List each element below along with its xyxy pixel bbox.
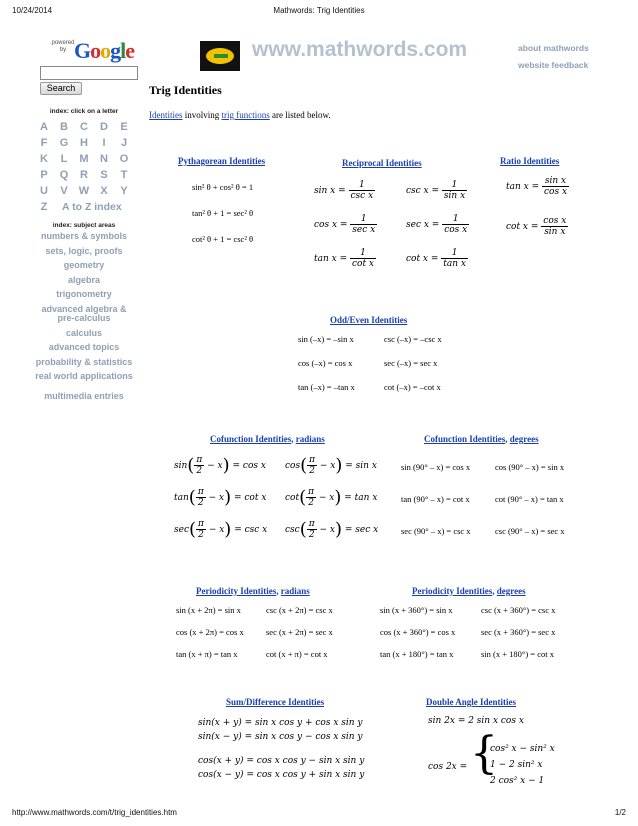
sum-difference-title[interactable]: Sum/Difference Identities	[226, 697, 325, 707]
cofunction-deg-line: cot (90° – x) = tan x	[495, 494, 564, 504]
subject-link[interactable]: advanced topics	[48, 342, 120, 352]
letter-link[interactable]: Q	[59, 169, 69, 181]
sidebar	[34, 36, 135, 401]
odd-even-line: cos (–x) = cos x	[298, 358, 353, 368]
subject-link[interactable]: sets, logic, proofs	[45, 245, 123, 256]
reciprocal-tan: tan x = $\frac{1}{\text{cot x}}$	[314, 248, 375, 269]
letter-link[interactable]: M	[79, 153, 89, 165]
odd-even-title[interactable]: Odd/Even Identities	[330, 315, 408, 325]
reciprocal-csc: csc x = $\frac{1}{\text{sin x}}$	[406, 180, 466, 201]
site-title[interactable]: www.mathwords.com	[252, 38, 468, 61]
cofunction-deg-line: sec (90° – x) = csc x	[401, 526, 471, 536]
periodicity-deg-line: tan (x + 180°) = tan x	[380, 649, 454, 659]
letter-index	[34, 121, 134, 217]
subject-link[interactable]: numbers & symbols	[40, 231, 128, 241]
reciprocal-sec: sec x = $\frac{1}{\text{cos x}}$	[406, 214, 468, 235]
periodicity-deg-line: csc (x + 360°) = csc x	[481, 605, 556, 615]
periodicity-rad-line: sec (x + 2π) = sec x	[266, 627, 333, 637]
letter-link[interactable]: P	[40, 169, 48, 181]
odd-even-line: csc (–x) = –csc x	[384, 334, 442, 344]
periodicity-rad-line: sin (x + 2π) = sin x	[176, 605, 241, 615]
letter-link[interactable]: U	[40, 185, 48, 197]
cofunction-sec-rad: sec( $\frac{\pi}{2}$ − x) = csc x	[174, 519, 268, 540]
odd-even-line: sec (–x) = sec x	[384, 358, 438, 368]
letter-link[interactable]: X	[100, 185, 108, 197]
letter-link[interactable]: F	[40, 137, 48, 149]
periodicity-rad-line: csc (x + 2π) = csc x	[266, 605, 333, 615]
ratio-title[interactable]: Ratio Identities	[500, 156, 560, 166]
double-angle-cos-lhs: cos 2x =	[428, 762, 468, 772]
subject-link[interactable]: geometry	[63, 260, 105, 270]
letter-link[interactable]: S	[100, 169, 108, 181]
letter-link[interactable]: I	[102, 137, 106, 149]
print-date: 10/24/2014	[12, 6, 53, 15]
letter-link[interactable]: T	[120, 169, 128, 181]
print-title: Mathwords: Trig Identities	[273, 6, 365, 15]
cofunction-sin-rad: sin( $\frac{\pi}{2}$ − x) = cos x	[174, 455, 266, 476]
about-link[interactable]: about mathwords	[518, 43, 589, 53]
identities-link[interactable]: Identities	[149, 110, 183, 120]
print-footer	[12, 808, 626, 820]
top-links	[518, 40, 589, 74]
pythagorean-title[interactable]: Pythagorean Identities	[178, 156, 266, 166]
search-button[interactable]: Search	[40, 82, 82, 95]
powered-by-label: powered by	[51, 40, 75, 53]
trig-functions-link[interactable]: trig functions	[221, 110, 270, 120]
letter-link[interactable]: V	[60, 185, 68, 197]
reciprocal-title[interactable]: Reciprocal Identities	[342, 158, 422, 168]
cofunction-tan-rad: tan( $\frac{\pi}{2}$ − x) = cot x	[174, 487, 267, 508]
sum-difference-line: cos(x + y) = cos x cos y − sin x sin y	[198, 756, 365, 766]
odd-even-line: sin (–x) = –sin x	[298, 334, 354, 344]
odd-even-line: tan (–x) = –tan x	[298, 382, 355, 392]
periodicity-rad-line: cos (x + 2π) = cos x	[176, 627, 244, 637]
subject-link[interactable]: calculus	[65, 327, 103, 338]
odd-even-line: cot (–x) = –cot x	[384, 382, 441, 392]
cofunction-degrees-title[interactable]: Cofunction Identities, degrees	[424, 434, 539, 444]
letter-link[interactable]: L	[60, 153, 68, 165]
cofunction-csc-rad: csc( $\frac{\pi}{2}$ − x) = sec x	[285, 519, 379, 540]
subject-link[interactable]: real world applications	[35, 371, 133, 381]
subject-link[interactable]: probability & statistics	[35, 356, 133, 367]
periodicity-deg-line: cos (x + 360°) = cos x	[380, 627, 456, 637]
cofunction-cot-rad: cot( $\frac{\pi}{2}$ − x) = tan x	[285, 487, 378, 508]
letter-link[interactable]: E	[120, 121, 128, 133]
double-angle-title[interactable]: Double Angle Identities	[426, 697, 517, 707]
periodicity-rad-line: tan (x + π) = tan x	[176, 649, 238, 659]
pythagorean-line: sin² θ + cos² θ = 1	[192, 182, 254, 192]
google-logo: Google	[74, 38, 135, 63]
subject-link[interactable]: advanced algebra & pre-calculus	[41, 303, 127, 323]
letter-link[interactable]: D	[100, 121, 108, 133]
periodicity-degrees-title[interactable]: Periodicity Identities, degrees	[412, 586, 526, 596]
letter-link[interactable]: N	[100, 153, 108, 165]
letter-link[interactable]: H	[80, 137, 88, 149]
subject-link[interactable]: trigonometry	[56, 289, 112, 299]
letter-link[interactable]: R	[80, 169, 88, 181]
sum-difference-line: cos(x − y) = cos x cos y + sin x sin y	[198, 770, 365, 780]
index-subject-title: index: subject areas	[52, 222, 116, 229]
periodicity-radians-title[interactable]: Periodicity Identities, radians	[196, 586, 310, 596]
cofunction-cos-rad: cos( $\frac{\pi}{2}$ − x) = sin x	[285, 455, 377, 476]
letter-link[interactable]: Z	[40, 201, 48, 213]
letter-link[interactable]: W	[78, 185, 90, 197]
cofunction-deg-line: cos (90° – x) = sin x	[495, 462, 565, 472]
double-angle-case: cos² x − sin² x	[490, 744, 555, 754]
periodicity-deg-line: sin (x + 360°) = sin x	[380, 605, 453, 615]
double-angle-case: 2 cos² x − 1	[490, 776, 545, 786]
letter-link[interactable]: C	[80, 121, 88, 133]
cofunction-deg-line: tan (90° – x) = cot x	[401, 494, 470, 504]
index-letter-title: index: click on a letter	[49, 108, 119, 115]
periodicity-deg-line: sec (x + 360°) = sec x	[481, 627, 556, 637]
subject-link[interactable]: algebra	[67, 274, 100, 285]
cofunction-deg-line: csc (90° – x) = sec x	[495, 526, 565, 536]
periodicity-deg-line: sin (x + 180°) = cot x	[481, 649, 554, 659]
cofunction-deg-line: sin (90° – x) = cos x	[401, 462, 471, 472]
print-url: http://www.mathwords.com/t/trig_identities.htm	[12, 808, 177, 817]
periodicity-rad-line: cot (x + π) = cot x	[266, 649, 328, 659]
search-input[interactable]	[40, 66, 138, 80]
letter-link[interactable]: B	[60, 121, 68, 133]
double-angle-brace: {	[470, 728, 498, 779]
sum-difference-line: sin(x + y) = sin x cos y + cos x sin y	[198, 718, 363, 728]
cofunction-radians-title[interactable]: Cofunction Identities, radians	[210, 434, 325, 444]
subject-list	[34, 232, 134, 406]
reciprocal-cos: cos x = $\frac{1}{\text{sec x}}$	[314, 214, 376, 235]
mathwords-logo[interactable]	[200, 41, 240, 71]
print-page-number: 1/2	[614, 808, 626, 817]
sum-difference-line: sin(x − y) = sin x cos y − cos x sin y	[198, 732, 363, 742]
reciprocal-sin: sin x = $\frac{1}{\text{csc x}}$	[314, 180, 374, 201]
double-angle-case: 1 − 2 sin² x	[490, 760, 543, 770]
double-angle-sin: sin 2x = 2 sin x cos x	[428, 716, 524, 726]
letter-link[interactable]: K	[40, 153, 48, 165]
a-to-z-index-link[interactable]: A to Z index	[62, 201, 122, 213]
intro-text: Identities involving trig functions are listed below.	[149, 110, 331, 120]
pythagorean-line: cot² θ + 1 = csc² θ	[192, 234, 254, 244]
letter-link[interactable]: Y	[120, 185, 128, 197]
ratio-cot: cot x = $\frac{\text{cos x}}{\text{sin x}}$	[506, 216, 567, 237]
ratio-tan: tan x = $\frac{\text{sin x}}{\text{cos x}}$	[506, 176, 568, 197]
print-header	[12, 6, 626, 18]
pythagorean-line: tan² θ + 1 = sec² θ	[192, 208, 254, 218]
letter-link[interactable]: O	[119, 153, 129, 165]
letter-link[interactable]: A	[40, 121, 48, 133]
page-title: Trig Identities	[149, 83, 222, 97]
reciprocal-cot: cot x = $\frac{1}{\text{tan x}}$	[406, 248, 467, 269]
letter-link[interactable]: G	[59, 137, 69, 149]
letter-link[interactable]: J	[120, 137, 128, 149]
feedback-link[interactable]: website feedback	[518, 60, 589, 70]
google-search-branding	[34, 36, 134, 66]
subject-link[interactable]: multimedia entries	[44, 390, 124, 401]
